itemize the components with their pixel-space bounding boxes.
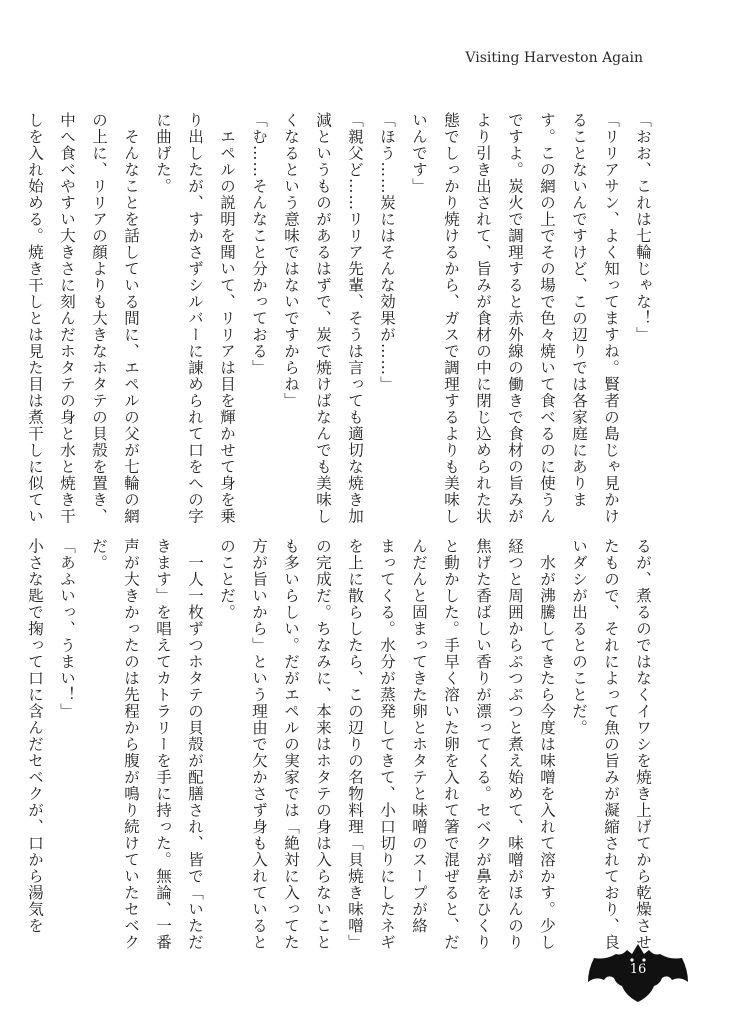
text-block-upper [26, 112, 659, 525]
text-block-lower [26, 538, 659, 951]
text-column: 「リリアサン、よく知ってますね。賢者の島じゃ見かけ [602, 112, 620, 525]
text-column: 一人一枚ずつホタテの貝殻が配膳され、皆で「いただ [186, 538, 204, 951]
text-column: 「ほう……炭にはそんな効果が……」 [378, 112, 396, 393]
text-column: の完成だ。ちなみに、本来はホタテの身は入らないこと [314, 538, 332, 951]
page-number: 16 [629, 962, 647, 977]
text-column: 経つと周囲からぷつぷつと煮え始めて、味噌がほんのり [506, 538, 524, 951]
text-column: しを入れ始める。焼き干しとは見た目は煮干しに似てい [26, 112, 44, 525]
text-column: るが、煮るのではなくイワシを焼き上げてから乾燥させ [634, 538, 652, 951]
text-column: ですよ。炭火で調理すると赤外線の働きで食材の旨みが [506, 112, 524, 525]
running-header: Visiting Harveston Again [465, 50, 643, 66]
text-column: のことだ。 [218, 538, 236, 621]
text-column: 「おお、これは七輪じゃな！」 [634, 112, 652, 343]
text-column: いダシが出るとのことだ。 [570, 538, 588, 736]
text-column: より引き出されて、旨みが食材の中に閉じ込められた状 [474, 112, 492, 525]
text-column: 焦げた香ばしい香りが漂ってくる。セベクが鼻をひくり [474, 538, 492, 951]
text-column: 中へ食べやすい大きさに刻んだホタテの身と水と焼き干 [58, 112, 76, 525]
text-column: 声が大きかったのは先程から腹が鳴り続けていたセベク [122, 538, 140, 951]
text-column: だ。 [90, 538, 108, 571]
text-column: ることないんですけど、この辺りでは各家庭にありま [570, 112, 588, 508]
text-column: 方が旨いから」という理由で欠かさず身も入れていると [250, 538, 268, 951]
text-column: 態でしっかり焼けるから、ガスで調理するよりも美味し [442, 112, 460, 525]
text-column: たもので、それによって魚の旨みが凝縮されており、良 [602, 538, 620, 951]
text-column: に曲げた。 [154, 112, 172, 195]
text-column: 小さな匙で掬って口に含んだセベクが、口から湯気を [26, 538, 44, 934]
text-column: エペルの説明を聞いて、リリアは目を輝かせて身を乗 [218, 112, 236, 525]
text-column: 「む……そんなこと分かっておる」 [250, 112, 268, 376]
text-column: そんなことを話している間に、エペルの父が七輪の網 [122, 112, 140, 525]
text-column: 水が沸騰してきたら今度は味噌を入れて溶かす。少し [538, 538, 556, 951]
text-column: んだんと固まってきた卵とホタテと味噌のスープが絡 [410, 538, 428, 934]
text-column: 「あふいっ、うまい！」 [58, 538, 76, 720]
text-column: を上に散らしたら、この辺りの名物料理「貝焼き味噌」 [346, 538, 364, 951]
text-column: 「親父ど……リリア先輩、そうは言っても適切な焼き加 [346, 112, 364, 525]
text-column: も多いらしい。だがエペルの実家では「絶対に入ってた [282, 538, 300, 951]
text-column: と動かした。手早く溶いた卵を入れて箸で混ぜると、だ [442, 538, 460, 951]
text-column: り出したが、すかさずシルバーに諌められて口をへの字 [186, 112, 204, 525]
text-column: の上に、リリアの顔よりも大きなホタテの貝殻を置き、 [90, 112, 108, 525]
text-column: す。この網の上でその場で色々焼いて食べるのに使うん [538, 112, 556, 525]
text-column: 減というものがあるはずで、炭で焼けばなんでも美味し [314, 112, 332, 525]
text-column: まってくる。水分が蒸発してきて、小口切りにしたネギ [378, 538, 396, 951]
text-column: いんです」 [410, 112, 428, 195]
text-column: きます」を唱えてカトラリーを手に持った。無論、一番 [154, 538, 172, 951]
text-column: くなるという意味ではないですからね」 [282, 112, 300, 409]
